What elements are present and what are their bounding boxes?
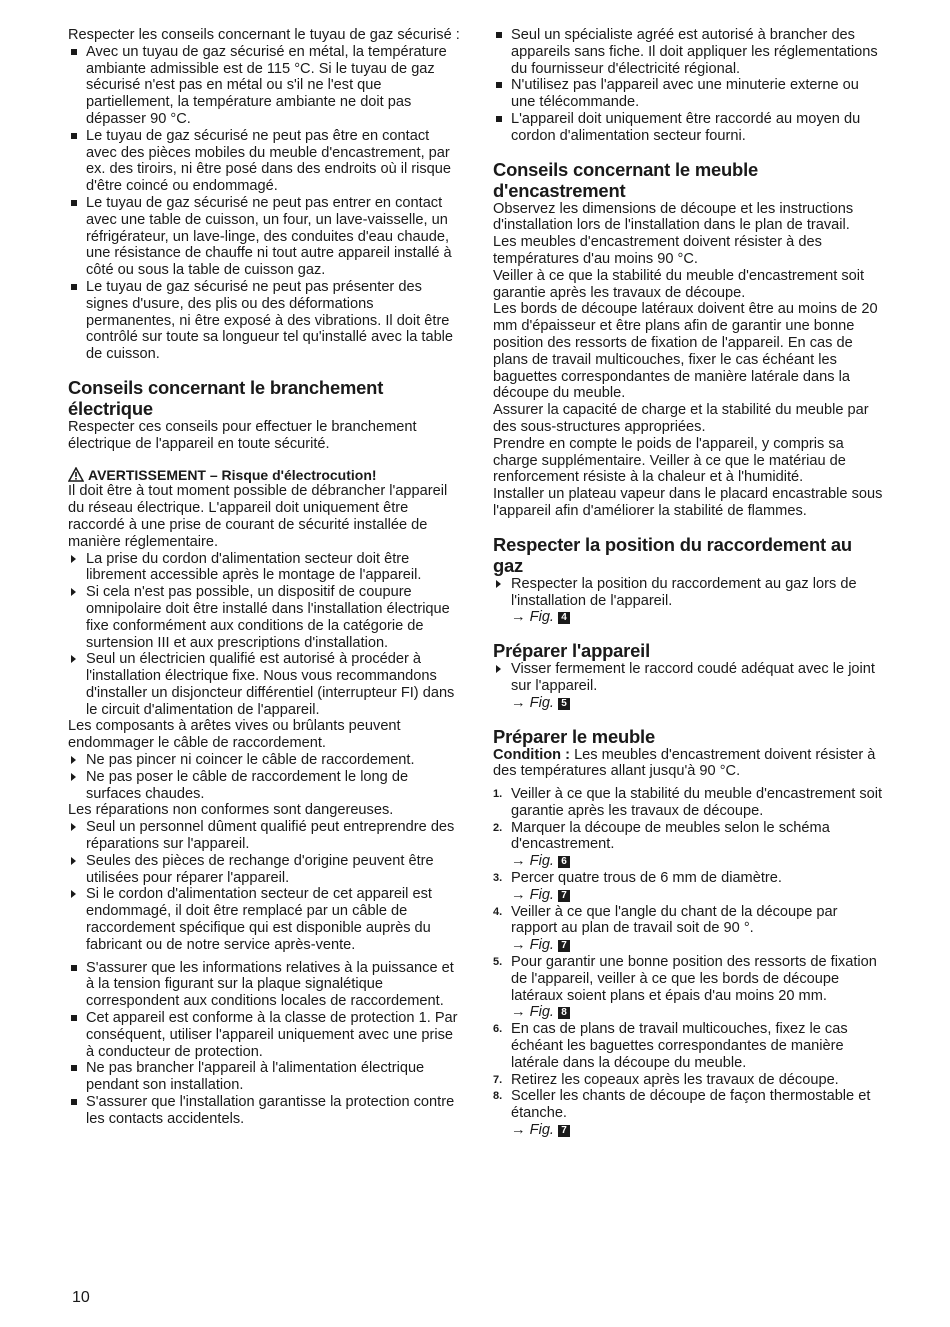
right-column xyxy=(493,27,883,1139)
figure-reference[interactable] xyxy=(511,853,883,870)
numbered-step xyxy=(493,954,883,1021)
section-heading-cabinet: Conseils concernant le meuble d'encastrement xyxy=(493,158,759,201)
section-heading-prepare-cabinet: Préparer le meuble xyxy=(493,725,655,747)
step-text: Respecter la position du raccordement au gaz lors de l'installation de l'appareil. xyxy=(511,575,857,609)
step-text: Visser fermement le raccord coudé adéquat avec le joint sur l'appareil. xyxy=(511,661,875,694)
list-item: Le tuyau de gaz sécurisé ne peut pas présenter des signes d'usure, des plis ou des déformations permanentes, ni être exposé à des vibrations. Il doit être contrôlé sur toute sa longueur tel qu'installé avec la table de cuisson. xyxy=(68,279,460,363)
figure-number-badge: 7 xyxy=(558,1125,570,1137)
step-text: Veiller à ce que l'angle du chant de la découpe par rapport au plan de travail soit de 90 °. xyxy=(511,903,838,937)
numbered-step xyxy=(493,870,883,904)
page-number: 10 xyxy=(72,1289,90,1306)
arrow-icon: → xyxy=(511,1122,526,1139)
list-item: Si le cordon d'alimentation secteur de cet appareil est endommagé, il doit être remplacé par un câble de raccordement spécifique qui est disponible auprès du fabricant ou de notre service après-vente. xyxy=(68,886,460,953)
step-text: Pour garantir une bonne position des ressorts de fixation de l'appareil, veiller à ce que les bords de découpe latéraux soient plans et épais d'au moins 20 mm. xyxy=(511,954,877,1004)
figure-number-badge: 7 xyxy=(558,890,570,902)
condition xyxy=(493,747,883,781)
list-item: S'assurer que les informations relatives à la puissance et à la tension figurant sur la plaque signalétique correspondent aux conditions locales de raccordement. xyxy=(68,960,460,1010)
list-item xyxy=(493,661,883,711)
list-item: Seules des pièces de rechange d'origine peuvent être utilisées pour réparer l'appareil. xyxy=(68,853,460,887)
list-item: Avec un tuyau de gaz sécurisé en métal, la température ambiante admissible est de 115 °C. Si le tuyau de gaz sécurisé n'est pas en métal ou s'il ne l'est que partiellement, la température ambiante ne doit pas dépasser 90 °C. xyxy=(68,44,460,128)
section-heading-gas-connection: Respecter la position du raccordement au gaz xyxy=(493,533,852,576)
paragraph: Les bords de découpe latéraux doivent être au moins de 20 mm d'épaisseur et être plans afin de garantir une bonne position des ressorts de fixation de l'appareil. En cas de plans de travail multicouches, fixer le cas échéant les baguettes correspondantes de manière latérale dans la découpe du meuble. xyxy=(493,301,878,402)
list-item: Seul un personnel dûment qualifié peut entreprendre des réparations sur l'appareil. xyxy=(68,819,460,853)
numbered-step xyxy=(493,1088,883,1138)
numbered-step xyxy=(493,786,883,820)
fig-label: Fig. xyxy=(529,1004,554,1021)
fig-label: Fig. xyxy=(529,886,554,903)
step-number: 6. xyxy=(493,1023,503,1036)
arrow-icon: → xyxy=(511,886,526,903)
paragraph: Les meubles d'encastrement doivent résister à des températures d'au moins 90 °C. xyxy=(493,234,822,267)
step-number: 4. xyxy=(493,905,503,918)
arrow-icon: → xyxy=(511,937,526,954)
step-text: En cas de plans de travail multicouches, fixez le cas échéant les baguettes correspondantes de manière latérale dans la découpe du meuble. xyxy=(511,1021,848,1071)
paragraph: Observez les dimensions de découpe et les instructions d'installation lors de l'installation dans le plan de travail. xyxy=(493,200,854,234)
numbered-step xyxy=(493,1072,883,1089)
list-item xyxy=(493,576,883,626)
numbered-step xyxy=(493,904,883,954)
arrow-icon: → xyxy=(511,1004,526,1021)
warning-title-text: AVERTISSEMENT – Risque d'électrocution! xyxy=(88,466,377,483)
arrow-icon: → xyxy=(511,853,526,870)
step-text: Retirez les copeaux après les travaux de découpe. xyxy=(511,1071,839,1088)
section-heading-electrical: Conseils concernant le branchement électrique xyxy=(68,376,384,419)
step-text: Percer quatre trous de 6 mm de diamètre. xyxy=(511,870,782,887)
paragraph: Assurer la capacité de charge et la stabilité du meuble par des sous-structures appropriées. xyxy=(493,402,869,435)
figure-number-badge: 8 xyxy=(558,1007,570,1019)
warning-title xyxy=(68,467,460,484)
step-number: 3. xyxy=(493,872,503,885)
list-item: Le tuyau de gaz sécurisé ne peut pas entrer en contact avec une table de cuisson, un four, un lave-vaisselle, un réfrigérateur, un lave-linge, des conduites d'eau chaude, une résistance de chauffe ni tout autre appareil installé à côté ou sous la table de cuisson gaz. xyxy=(68,195,460,279)
warning-text: Il doit être à tout moment possible de débrancher l'appareil du réseau électrique. L'appareil doit uniquement être raccordé à une prise de courant de sécurité installée de manière réglementaire. xyxy=(68,483,448,550)
figure-reference[interactable] xyxy=(511,609,883,626)
step-number: 7. xyxy=(493,1073,503,1086)
step-number: 2. xyxy=(493,821,503,834)
list-item: N'utilisez pas l'appareil avec une minuterie externe ou une télécommande. xyxy=(493,77,883,111)
step-text: Veiller à ce que la stabilité du meuble d'encastrement soit garantie après les travaux de découpe. xyxy=(511,786,883,819)
figure-number-badge: 5 xyxy=(558,698,570,710)
numbered-step xyxy=(493,1021,883,1071)
numbered-steps xyxy=(493,786,883,1139)
fig-label: Fig. xyxy=(529,937,554,954)
section-heading-prepare-appliance: Préparer l'appareil xyxy=(493,640,650,662)
fig-label: Fig. xyxy=(529,853,554,870)
sharp-edges-text: Les composants à arêtes vives ou brûlants peuvent endommager le câble de raccordement. xyxy=(68,718,401,752)
list-item: Ne pas poser le câble de raccordement le long de surfaces chaudes. xyxy=(68,769,460,803)
list-item: La prise du cordon d'alimentation secteur doit être librement accessible après le montage de l'appareil. xyxy=(68,551,460,585)
step-number: 8. xyxy=(493,1090,503,1103)
list-item: L'appareil doit uniquement être raccordé au moyen du cordon d'alimentation secteur fourni. xyxy=(493,111,883,145)
figure-reference[interactable] xyxy=(511,695,883,712)
figure-reference[interactable] xyxy=(511,1122,883,1139)
condition-text: Les meubles d'encastrement doivent résister à des températures allant jusqu'à 90 °C. xyxy=(493,746,876,780)
list-item: Le tuyau de gaz sécurisé ne peut pas être en contact avec des pièces mobiles du meuble d'encastrement, par ex. des tiroirs, ni être posé dans des endroits où il risque d'être coincé ou endommagé. xyxy=(68,128,460,195)
electrical-intro: Respecter ces conseils pour effectuer le branchement électrique de l'appareil en toute sécurité. xyxy=(68,418,417,452)
list-item: Seul un électricien qualifié est autorisé à procéder à l'installation électrique fixe. Nous vous recommandons d'installer un disjoncteur différentiel (interrupteur FI) dans le circuit d'alimentation de l'appareil. xyxy=(68,651,460,718)
step-text: Sceller les chants de découpe de façon thermostable et étanche. xyxy=(511,1088,871,1122)
list-item: S'assurer que l'installation garantisse la protection contre les contacts accidentels. xyxy=(68,1094,460,1128)
figure-reference[interactable] xyxy=(511,887,883,904)
figure-reference[interactable] xyxy=(511,937,883,954)
figure-number-badge: 7 xyxy=(558,940,570,952)
list-item: Ne pas pincer ni coincer le câble de raccordement. xyxy=(68,752,460,769)
list-item: Ne pas brancher l'appareil à l'alimentation électrique pendant son installation. xyxy=(68,1060,460,1094)
list-item: Seul un spécialiste agréé est autorisé à brancher des appareils sans fiche. Il doit appliquer les réglementations du fournisseur d'électricité régional. xyxy=(493,27,883,77)
repairs-text: Les réparations non conformes sont dangereuses. xyxy=(68,802,394,819)
step-number: 1. xyxy=(493,788,503,801)
list-item: Cet appareil est conforme à la classe de protection 1. Par conséquent, utiliser l'appareil uniquement avec une prise à conducteur de protection. xyxy=(68,1010,460,1060)
fig-label: Fig. xyxy=(529,1122,554,1139)
numbered-step xyxy=(493,820,883,870)
warning-icon xyxy=(68,467,84,482)
fig-label: Fig. xyxy=(529,609,554,626)
fig-label: Fig. xyxy=(529,694,554,711)
paragraph: Veiller à ce que la stabilité du meuble d'encastrement soit garantie après les travaux de découpe. xyxy=(493,267,865,301)
left-column xyxy=(68,27,460,1128)
list-item: Si cela n'est pas possible, un dispositif de coupure omnipolaire doit être installé dans l'installation électrique fixe conformément aux conditions de la catégorie de surtension III et aux prescriptions d'installation. xyxy=(68,584,460,651)
figure-number-badge: 6 xyxy=(558,856,570,868)
paragraph: Installer un plateau vapeur dans le placard encastrable sous l'appareil afin d'améliorer la stabilité de flammes. xyxy=(493,486,883,519)
arrow-icon: → xyxy=(511,609,526,626)
step-number: 5. xyxy=(493,956,503,969)
arrow-icon: → xyxy=(511,694,526,711)
figure-reference[interactable] xyxy=(511,1004,883,1021)
gas-hose-intro: Respecter les conseils concernant le tuyau de gaz sécurisé : xyxy=(68,27,460,43)
paragraph: Prendre en compte le poids de l'appareil, y compris sa charge supplémentaire. Veiller à ce que le matériau de renforcement résiste à la chaleur et à l'humidité. xyxy=(493,435,846,486)
condition-label: Condition : xyxy=(493,746,570,763)
step-text: Marquer la découpe de meubles selon le schéma d'encastrement. xyxy=(511,819,830,853)
figure-number-badge: 4 xyxy=(558,612,570,624)
